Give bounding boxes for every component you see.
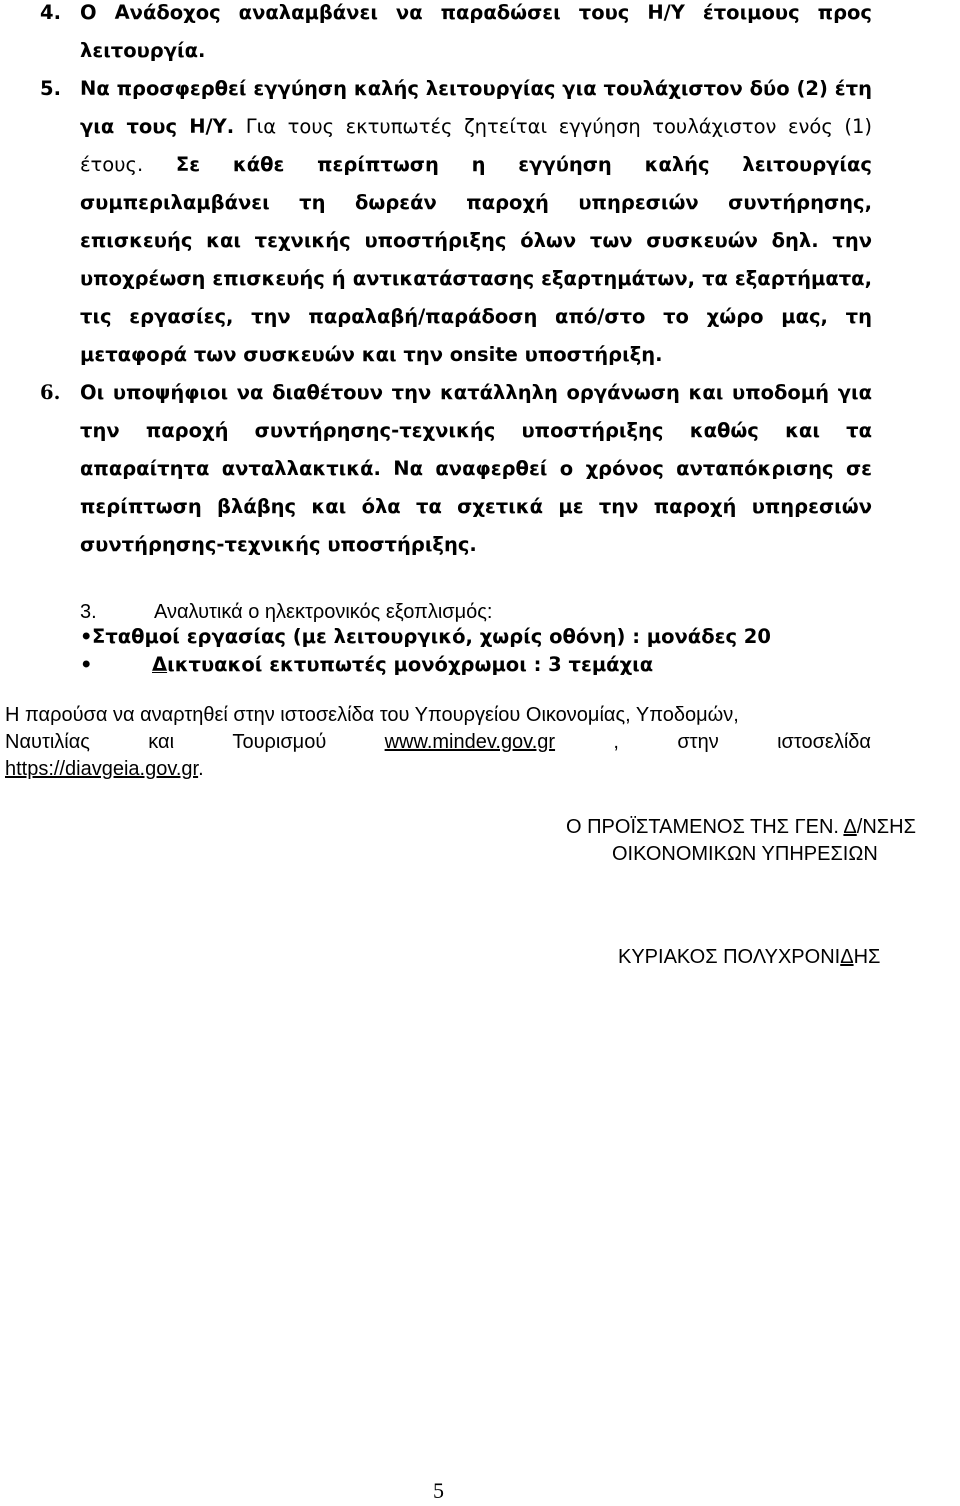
diavgeia-link[interactable]: https://diavgeia.gov.gr [5,758,199,780]
mindev-link[interactable]: www.mindev.gov.gr [384,731,556,753]
publication-note [5,702,871,783]
note-word: , [613,731,619,753]
note-word: Τουρισμού [232,731,327,753]
signatory-name-text: ΚΥΡΙΑΚΟΣ ΠΟΛΥΧΡΟΝΙ [618,946,841,968]
note-line-2 [5,729,871,756]
signatory-name [618,943,880,971]
list-item-text: Οι υποψήφιοι να διαθέτουν την κατάλληλη οργάνωση και υποδομή για την παροχή συντήρησης-τεχνικής υποστήριξης καθώς και τα απαραίτητα ανταλλακτικά. Να αναφερθεί ο χρόνος ανταπόκρισης σε περίπτωση βλάβης και όλα τα σχετικά με την παροχή υπηρεσιών συντήρησης-τεχνικής υποστήριξης. [80,381,872,556]
list-number: 6. [40,381,61,404]
bullet-item-workstations [80,623,771,651]
bullet-icon: • [80,625,93,648]
bullet-text-initial: Δ [152,653,168,676]
warranty-scope-text: Σε κάθε περίπτωση η εγγύηση καλής λειτουργίας συμπεριλαμβάνει τη δωρεάν παροχή υπηρεσιών συντήρησης, επισκευής και τεχνικής υποστήριξης όλων των συσκευών δηλ. την υποχρέωση επισκευής ή αντικατάστασης εξαρτημάτων, τα εξαρτήματα, τις εργασίες, την παραλαβή/παράδοση από/στο το χώρο μας, τη μεταφορά των συσκευών και την onsite υποστήριξη. [80,153,872,366]
bullet-item-printers [80,651,653,679]
note-end: . [198,758,204,780]
signatory-title [566,813,916,841]
bullet-text: Σταθμοί εργασίας (με λειτουργικό, χωρίς οθόνη) : μονάδες 20 [92,625,771,648]
note-word: στην [677,731,719,753]
numbered-list [0,0,960,564]
signatory-title-initial: Δ [843,816,857,838]
warranty-text: Να προσφερθεί εγγύηση καλής λειτουργίας για τουλάχιστον δύο (2) έτη για τους Η/Υ. [80,77,872,138]
section-heading [80,598,492,626]
note-line-1: Η παρούσα να αναρτηθεί στην ιστοσελίδα του Υπουργείου Οικονομίας, Υποδομών, [5,704,739,726]
list-item-6 [0,374,960,564]
signatory-title-text-end: /ΝΣΗΣ [856,816,916,838]
list-item-text [80,70,872,374]
section-number: 3. [80,601,97,623]
signatory-title-line-2: ΟΙΚΟΝΟΜΙΚΩΝ ΥΠΗΡΕΣΙΩΝ [612,843,878,865]
note-word: και [148,731,175,753]
list-number: 4. [40,1,61,24]
list-item-5 [0,70,960,374]
printer-warranty-text: Για τους εκτυπωτές ζητείται εγγύηση τουλάχιστον ενός (1) έτους. [80,115,872,176]
signatory-name-text-end: ΗΣ [853,946,881,968]
list-item-text: Ο Ανάδοχος αναλαμβάνει να παραδώσει τους Η/Υ έτοιμους προς λειτουργία. [80,1,872,62]
signatory-title-text: Ο ΠΡΟΪΣΤΑΜΕΝΟΣ ΤΗΣ ΓΕΝ. [566,816,844,838]
note-word: ιστοσελίδα [777,731,871,753]
section-title: Αναλυτικά ο ηλεκτρονικός εξοπλισμός: [154,601,493,623]
note-word: Ναυτιλίας [5,731,90,753]
page-number: 5 [433,1478,444,1503]
bullet-text: ικτυακοί εκτυπωτές μονόχρωμοι : 3 τεμάχια [167,653,654,676]
bullet-icon: • [80,653,93,676]
signatory-name-initial: Δ [840,946,854,968]
list-number: 5. [40,77,61,100]
list-item-4 [0,0,960,70]
note-line-3 [5,756,871,783]
